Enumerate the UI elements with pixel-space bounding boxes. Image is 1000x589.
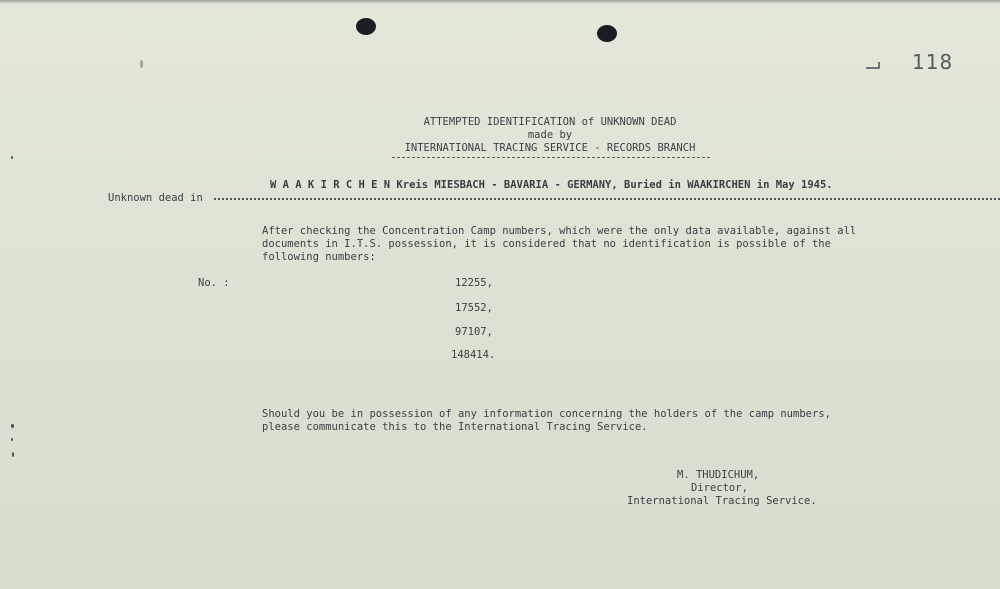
header-line-1: ATTEMPTED IDENTIFICATION of UNKNOWN DEAD	[423, 116, 677, 128]
camp-number: 12255,	[455, 277, 493, 289]
camp-number: 97107,	[455, 326, 493, 338]
paper-mark	[140, 60, 143, 68]
top-edge	[0, 0, 1000, 4]
paper-mark	[12, 452, 14, 457]
paper-mark	[11, 156, 13, 159]
pencil-tick	[878, 62, 880, 68]
body-paragraph: After checking the Concentration Camp numbers, which were the only data available, against all documents in I.T.S. possession, it is considered that no identification is possible of the following numbers:	[262, 225, 857, 263]
unknown-dead-label: Unknown dead in	[108, 192, 203, 204]
closing-paragraph: Should you be in possession of any information concerning the holders of the camp numbers, please communicate this to the International Tracing Service.	[262, 408, 831, 433]
numbers-label: No. :	[198, 277, 230, 289]
punch-hole-left	[356, 18, 376, 35]
signature-title: Director,	[691, 482, 748, 494]
page-number: 118	[912, 50, 954, 74]
dotted-fill-line	[214, 198, 1000, 200]
header-line-2: made by	[527, 129, 573, 141]
punch-hole-right	[597, 25, 617, 42]
header-divider	[392, 157, 710, 158]
camp-number: 148414.	[451, 349, 496, 361]
header-line-3: INTERNATIONAL TRACING SERVICE - RECORDS BRANCH	[404, 142, 696, 154]
paper-mark	[11, 438, 13, 441]
unknown-dead-location: W A A K I R C H E N Kreis MIESBACH - BAVARIA - GERMANY, Buried in WAAKIRCHEN in May 1945.	[270, 179, 833, 191]
document-header	[380, 116, 720, 155]
signature-organization: International Tracing Service.	[627, 495, 817, 507]
camp-number: 17552,	[455, 302, 493, 314]
paper-mark	[11, 424, 14, 428]
signature-name: M. THUDICHUM,	[677, 469, 760, 481]
